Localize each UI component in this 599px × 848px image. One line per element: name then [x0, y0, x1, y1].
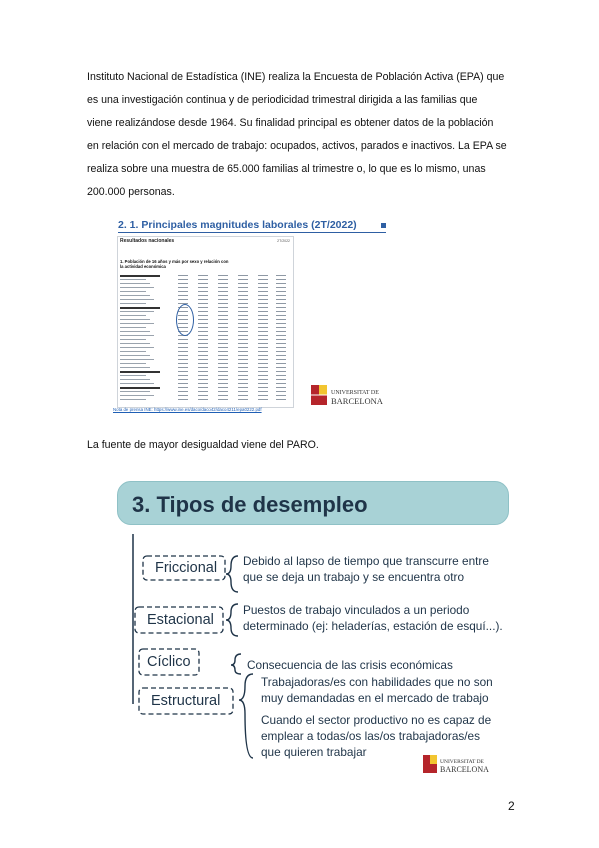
table-cell — [238, 279, 248, 280]
table-cell — [198, 351, 208, 352]
table-cell — [198, 379, 208, 380]
table-date: 2T/2022 — [277, 239, 290, 243]
table-cell — [258, 303, 268, 304]
table-cell — [218, 379, 228, 380]
table-cell — [218, 283, 228, 284]
table-cell — [218, 355, 228, 356]
table-cell — [238, 335, 248, 336]
table-cell — [258, 291, 268, 292]
results-table — [117, 236, 294, 408]
paragraph-line: viene realizándose desde 1964. Su finalidad principal es obtener datos de la población — [87, 117, 494, 129]
table-cell — [258, 275, 268, 276]
logo-line2: BARCELONA — [331, 396, 383, 406]
term-estructural: Estructural — [151, 693, 221, 709]
table-row — [120, 283, 150, 284]
table-cell — [198, 347, 208, 348]
desc-friccional: Debido al lapso de tiempo que transcurre entre que se deja un trabajo y se encuentra otro — [243, 554, 489, 584]
table-cell — [178, 275, 188, 276]
table-cell — [276, 343, 286, 344]
table-cell — [198, 291, 208, 292]
table-cell — [218, 351, 228, 352]
table-row — [120, 347, 154, 348]
table-cell — [218, 343, 228, 344]
desc-estructural-2: Cuando el sector productivo no es capaz de emplear a todas/os las/os trabajadoras/es que quieren trabajar — [261, 713, 492, 759]
table-cell — [218, 395, 228, 396]
table-cell — [198, 303, 208, 304]
desc-estructural-1: Trabajadoras/es con habilidades que no son muy demandadas en el mercado de trabajo — [261, 675, 493, 705]
table-cell — [276, 395, 286, 396]
table-cell — [238, 327, 248, 328]
table-cell — [276, 315, 286, 316]
table-cell — [218, 371, 228, 372]
bracket-icon — [239, 674, 253, 758]
table-cell — [276, 351, 286, 352]
table-cell — [218, 399, 228, 400]
table-cell — [238, 311, 248, 312]
table-row — [120, 387, 160, 389]
paragraph-line: 200.000 personas. — [87, 186, 175, 198]
table-row — [120, 311, 154, 312]
table-cell — [218, 307, 228, 308]
university-logo — [421, 750, 497, 778]
table-row — [120, 327, 146, 328]
table-cell — [238, 379, 248, 380]
table-cell — [238, 351, 248, 352]
table-cell — [198, 359, 208, 360]
table-cell — [218, 391, 228, 392]
table-row — [120, 295, 150, 296]
table-cell — [178, 279, 188, 280]
table-cell — [238, 287, 248, 288]
bracket-icon — [226, 556, 238, 592]
table-cell — [218, 303, 228, 304]
table-cell — [178, 399, 188, 400]
table-row — [120, 395, 154, 396]
table-cell — [258, 395, 268, 396]
table-cell — [258, 335, 268, 336]
table-cell — [238, 371, 248, 372]
table-row — [120, 339, 146, 340]
table-cell — [276, 279, 286, 280]
table-cell — [218, 275, 228, 276]
table-cell — [198, 275, 208, 276]
table-cell — [218, 339, 228, 340]
table-cell — [198, 371, 208, 372]
table-cell — [178, 339, 188, 340]
table-cell — [276, 323, 286, 324]
table-cell — [258, 383, 268, 384]
table-cell — [238, 303, 248, 304]
table-cell — [276, 327, 286, 328]
table-cell — [218, 383, 228, 384]
table-cell — [238, 291, 248, 292]
bracket-icon — [231, 654, 241, 674]
table-cell — [258, 343, 268, 344]
table-cell — [238, 383, 248, 384]
table-cell — [238, 355, 248, 356]
table-cell — [258, 347, 268, 348]
table-cell — [276, 339, 286, 340]
table-cell — [258, 379, 268, 380]
table-cell — [198, 311, 208, 312]
table-cell — [258, 283, 268, 284]
table-cell — [276, 383, 286, 384]
table-cell — [258, 323, 268, 324]
table-cell — [198, 399, 208, 400]
table-cell — [198, 299, 208, 300]
table-cell — [198, 335, 208, 336]
table-cell — [178, 287, 188, 288]
title-divider — [118, 232, 386, 233]
table-cell — [276, 291, 286, 292]
table-row — [120, 299, 154, 300]
table-cell — [258, 319, 268, 320]
table-cell — [218, 367, 228, 368]
table-cell — [258, 363, 268, 364]
table-cell — [238, 299, 248, 300]
table-cell — [238, 387, 248, 388]
table-cell — [258, 295, 268, 296]
table-cell — [276, 283, 286, 284]
logo-line1: UNIVERSITAT DE — [331, 390, 379, 396]
square-bullet-icon — [381, 223, 386, 228]
table-cell — [238, 391, 248, 392]
table-cell — [198, 283, 208, 284]
table-row — [120, 323, 154, 324]
highlight-circle — [176, 304, 194, 336]
table-cell — [258, 311, 268, 312]
term-ciclico: Cíclico — [147, 654, 191, 670]
table-cell — [238, 307, 248, 308]
table-row — [120, 275, 160, 277]
table-cell — [178, 359, 188, 360]
university-logo — [309, 379, 389, 411]
table-cell — [218, 331, 228, 332]
table-cell — [218, 295, 228, 296]
table-cell — [198, 387, 208, 388]
table-cell — [218, 287, 228, 288]
table-cell — [258, 375, 268, 376]
table-cell — [238, 295, 248, 296]
table-cell — [178, 379, 188, 380]
intro-paragraph — [87, 66, 514, 204]
table-row — [120, 343, 150, 344]
table-cell — [178, 383, 188, 384]
table-cell — [258, 279, 268, 280]
table-cell — [276, 275, 286, 276]
table-cell — [238, 363, 248, 364]
table-cell — [238, 367, 248, 368]
table-row — [120, 375, 146, 376]
table-cell — [258, 339, 268, 340]
table-cell — [198, 307, 208, 308]
table-row — [120, 319, 150, 320]
table-row — [120, 291, 146, 292]
paragraph-line: Instituto Nacional de Estadística (INE) realiza la Encuesta de Población Activa (EPA) que — [87, 71, 505, 83]
table-cell — [276, 303, 286, 304]
table-cell — [198, 395, 208, 396]
table-cell — [178, 351, 188, 352]
table-cell — [258, 367, 268, 368]
table-cell — [218, 375, 228, 376]
table-cell — [178, 391, 188, 392]
table-cell — [276, 311, 286, 312]
table-cell — [198, 315, 208, 316]
table-cell — [198, 287, 208, 288]
table-cell — [276, 331, 286, 332]
table-cell — [258, 315, 268, 316]
table-cell — [218, 319, 228, 320]
slide-title: 2. 1. Principales magnitudes laborales (2T/2022) — [118, 219, 357, 231]
table-cell — [258, 355, 268, 356]
table-cell — [198, 319, 208, 320]
table-cell — [238, 331, 248, 332]
table-cell — [178, 299, 188, 300]
table-cell — [238, 283, 248, 284]
table-cell — [276, 391, 286, 392]
table-cell — [198, 367, 208, 368]
table-cell — [198, 331, 208, 332]
logo-line1: UNIVERSITAT DE — [440, 759, 484, 765]
table-row — [120, 351, 146, 352]
table-cell — [178, 387, 188, 388]
table-row — [120, 279, 146, 280]
table-cell — [276, 299, 286, 300]
table-cell — [178, 343, 188, 344]
table-row — [120, 315, 146, 316]
table-cell — [276, 375, 286, 376]
table-row — [120, 367, 150, 368]
table-cell — [276, 363, 286, 364]
table-cell — [238, 339, 248, 340]
table-row — [120, 331, 150, 332]
table-cell — [198, 323, 208, 324]
table-row — [120, 391, 150, 392]
table-row — [120, 303, 146, 304]
table-cell — [178, 395, 188, 396]
table-section-title: 1. Población de 16 años y más por sexo y relación con la actividad económica — [120, 259, 229, 269]
table-row — [120, 307, 160, 309]
table-cell — [258, 391, 268, 392]
table-cell — [258, 351, 268, 352]
table-cell — [178, 363, 188, 364]
table-cell — [238, 395, 248, 396]
table-cell — [198, 279, 208, 280]
press-note-link[interactable]: Nota de prensa INE: https://www.ine.es/daco/daco42/daco4211/epa0222.pdf — [113, 407, 262, 412]
table-cell — [258, 331, 268, 332]
labour-magnitudes-slide — [113, 216, 389, 414]
table-cell — [276, 335, 286, 336]
table-cell — [198, 363, 208, 364]
table-cell — [276, 355, 286, 356]
table-cell — [178, 291, 188, 292]
table-cell — [198, 383, 208, 384]
table-cell — [238, 315, 248, 316]
table-cell — [276, 371, 286, 372]
table-cell — [276, 387, 286, 388]
table-row — [120, 379, 150, 380]
table-row — [120, 371, 160, 373]
table-cell — [218, 387, 228, 388]
table-cell — [276, 287, 286, 288]
table-cell — [218, 359, 228, 360]
table-cell — [238, 375, 248, 376]
page-number: 2 — [508, 799, 515, 813]
table-cell — [258, 299, 268, 300]
table-cell — [218, 299, 228, 300]
logo-line2: BARCELONA — [440, 765, 489, 774]
paragraph-line: es una investigación continua y de periodicidad trimestral dirigida a las familias que — [87, 94, 478, 106]
slide-title: 3. Tipos de desempleo — [132, 492, 368, 517]
table-cell — [218, 291, 228, 292]
table-cell — [198, 327, 208, 328]
table-cell — [218, 279, 228, 280]
table-cell — [276, 307, 286, 308]
table-cell — [276, 359, 286, 360]
table-cell — [198, 343, 208, 344]
table-cell — [218, 363, 228, 364]
term-estacional: Estacional — [147, 612, 214, 628]
table-row — [120, 355, 150, 356]
paragraph-line: realiza sobre una muestra de 65.000 familias al trimestre o, lo que es lo mismo, unas — [87, 163, 486, 175]
table-cell — [178, 375, 188, 376]
table-cell — [276, 295, 286, 296]
table-row — [120, 287, 154, 288]
table-cell — [218, 323, 228, 324]
table-cell — [258, 327, 268, 328]
table-cell — [218, 311, 228, 312]
paragraph-line: en relación con el mercado de trabajo: ocupados, activos, parados e inactivos. La EPA se — [87, 140, 507, 152]
table-cell — [238, 275, 248, 276]
table-cell — [178, 295, 188, 296]
table-row — [120, 363, 146, 364]
table-cell — [178, 371, 188, 372]
table-cell — [198, 375, 208, 376]
term-friccional: Friccional — [155, 560, 218, 576]
table-cell — [218, 315, 228, 316]
table-cell — [218, 327, 228, 328]
table-cell — [258, 359, 268, 360]
paro-sentence: La fuente de mayor desigualdad viene del PARO. — [87, 439, 319, 451]
table-cell — [258, 307, 268, 308]
table-cell — [258, 287, 268, 288]
table-cell — [238, 399, 248, 400]
table-cell — [178, 367, 188, 368]
table-row — [120, 399, 146, 400]
table-cell — [258, 399, 268, 400]
table-cell — [178, 347, 188, 348]
table-cell — [258, 371, 268, 372]
table-cell — [198, 355, 208, 356]
table-cell — [276, 379, 286, 380]
table-row — [120, 359, 154, 360]
desc-estacional: Puestos de trabajo vinculados a un periodo determinado (ej: heladerías, estación de esquí...). — [243, 603, 503, 633]
table-cell — [276, 347, 286, 348]
table-cell — [218, 347, 228, 348]
table-cell — [238, 319, 248, 320]
bracket-icon — [226, 604, 238, 636]
table-cell — [238, 323, 248, 324]
table-row — [120, 383, 154, 384]
table-cell — [198, 295, 208, 296]
table-row — [120, 335, 154, 336]
table-cell — [198, 339, 208, 340]
table-title: Resultados nacionales — [120, 238, 175, 244]
table-cell — [198, 391, 208, 392]
table-cell — [218, 335, 228, 336]
desc-ciclico: Consecuencia de las crisis económicas — [247, 658, 453, 672]
table-cell — [238, 343, 248, 344]
unemployment-types-slide — [113, 474, 513, 782]
table-cell — [178, 355, 188, 356]
table-cell — [276, 399, 286, 400]
table-cell — [276, 367, 286, 368]
table-cell — [178, 283, 188, 284]
table-cell — [238, 347, 248, 348]
table-cell — [258, 387, 268, 388]
table-cell — [238, 359, 248, 360]
table-cell — [276, 319, 286, 320]
